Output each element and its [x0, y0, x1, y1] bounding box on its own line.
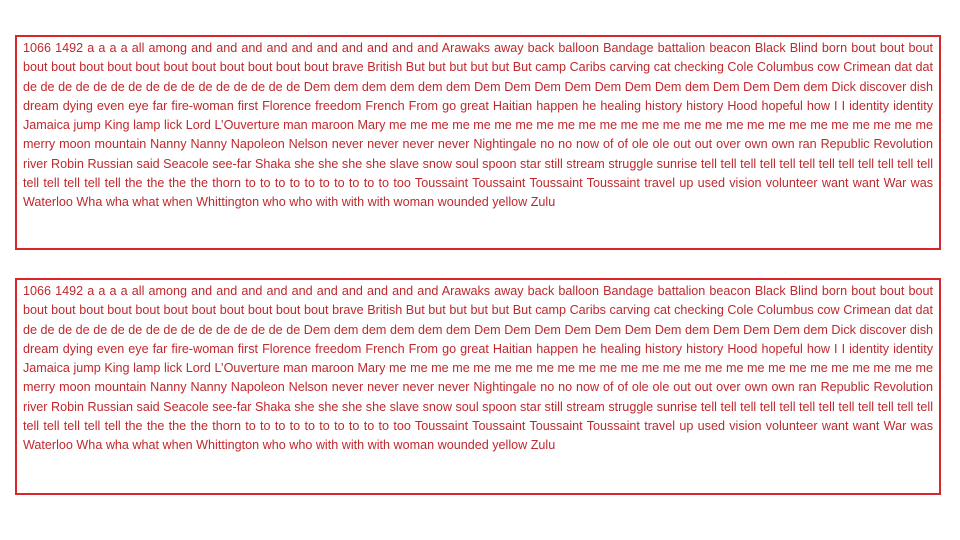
word-list-text: 1066 1492 a a a a all among and and and and and and and and and and Arawaks away back balloon Bandage battalion beacon Black Blind born bout bout bout bout bout bout bout bout bout bout bout bout bout bout brave British But but but but but But camp Caribs carving cat checking Cole Columbus cow Crimean dat dat de de de de de de de de de de de de de de de de Dem dem dem dem dem dem Dem Dem Dem Dem Dem Dem Dem dem Dem Dem Dem dem Dick discover dish dream dying even eye far fire-woman first Florence freedom French From go great Haitian happen he healing history history Hood hopeful how I I identity identity Jamaica jump King lamp lick Lord L’Ouverture man maroon Mary me me me me me me me me me me me me me me me me me me me me me me me me me me merry moon mountain Nanny Nanny Napoleon Nelson never never never never Nightingale no no now of of ole ole out out over own own ran Republic Revolution river Robin Russian said Seacole see-far Shaka she she she she slave snow soul spoon star still stream struggle sunrise tell tell tell tell tell tell tell tell tell tell tell tell tell tell tell tell tell the the the the thorn to to to to to to to to to to too Toussaint Toussaint Toussaint Toussaint travel up used vision volunteer want want War was Waterloo Wha wha what when Whittington who who with with with woman wounded yellow Zulu [23, 284, 933, 453]
word-list-box-bottom [15, 278, 941, 495]
word-list-text: 1066 1492 a a a a all among and and and and and and and and and and Arawaks away back balloon Bandage battalion beacon Black Blind born bout bout bout bout bout bout bout bout bout bout bout bout bout bout brave British But but but but but But camp Caribs carving cat checking Cole Columbus cow Crimean dat dat de de de de de de de de de de de de de de de de Dem dem dem dem dem dem Dem Dem Dem Dem Dem Dem Dem dem Dem Dem Dem dem Dick discover dish dream dying even eye far fire-woman first Florence freedom French From go great Haitian happen he healing history history Hood hopeful how I I identity identity Jamaica jump King lamp lick Lord L’Ouverture man maroon Mary me me me me me me me me me me me me me me me me me me me me me me me me me me merry moon mountain Nanny Nanny Napoleon Nelson never never never never Nightingale no no now of of ole ole out out over own own ran Republic Revolution river Robin Russian said Seacole see-far Shaka she she she she slave snow soul spoon star still stream struggle sunrise tell tell tell tell tell tell tell tell tell tell tell tell tell tell tell tell tell the the the the thorn to to to to to to to to to to too Toussaint Toussaint Toussaint Toussaint travel up used vision volunteer want want War was Waterloo Wha wha what when Whittington who who with with with woman wounded yellow Zulu [23, 41, 933, 210]
word-list-box-top [15, 35, 941, 250]
